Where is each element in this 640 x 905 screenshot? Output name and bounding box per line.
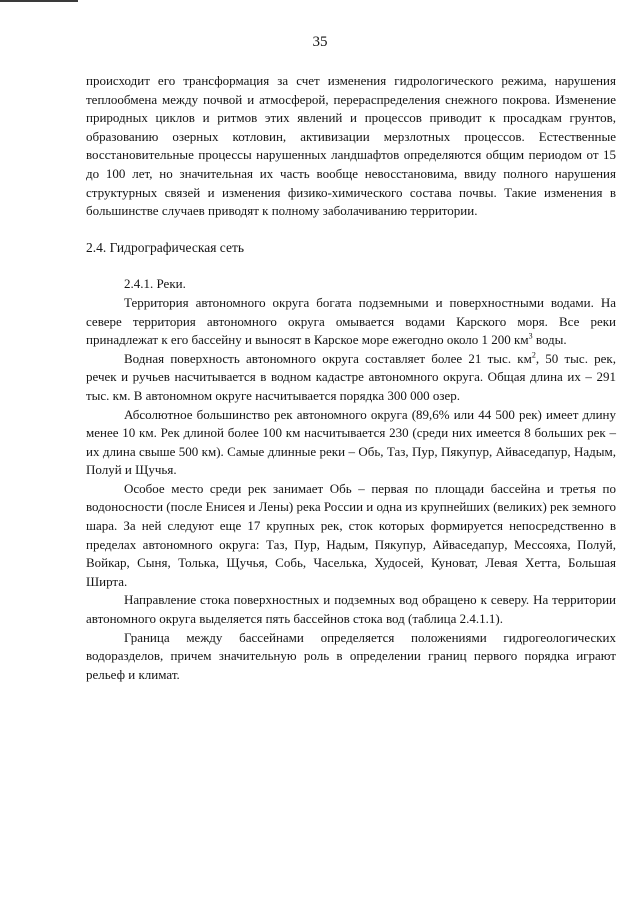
page-number: 35 xyxy=(312,34,328,50)
paragraph-ob-river: Особое место среди рек занимает Обь – первая по площади бассейна и третья по водоносности (после Енисея и Лены) река России и одна из крупнейших (великих) рек земного шара. За ней следуют еще 17 крупных рек, сток которых формируется непосредственно в пределах автономного округа: Таз, Пур, Надым, Пякупур, Айваседапур, Мессояха, Полуй, Войкар, Сыня, Толька, Щучья, Собь, Часелька, Худосей, Куноват, Левая Хетта, Большая Ширта. xyxy=(86,480,616,589)
paragraph-river-lengths: Абсолютное большинство рек автономного округа (89,6% или 44 500 рек) имеет длину менее 10 км. Рек длиной более 100 км насчитывается 230 (среди них имеется 8 больших рек – их длина свыше 500 км). Самые длинные реки – Обь, Таз, Пур, Пякупур, Айваседапур, Надым, Полуй и Щучья. xyxy=(86,406,616,478)
superscript-cubic: 3 xyxy=(528,331,533,341)
paragraph-territory-waters xyxy=(86,294,616,350)
paragraph-water-surface xyxy=(86,350,616,406)
paragraph-runoff-direction: Направление стока поверхностных и подземных вод обращено к северу. На территории автономного округа выделяется пять бассейнов стока вод (таблица 2.4.1.1). xyxy=(86,592,616,627)
corner-rule xyxy=(0,0,78,2)
paragraph-text-end: воды. xyxy=(532,332,567,348)
document-body xyxy=(86,72,616,684)
paragraph-basin-boundaries: Граница между бассейнами определяется положениями гидрогеологических водоразделов, причем значительную роль в определении границ первого порядка играют рельеф и климат. xyxy=(86,629,616,682)
section-heading: 2.4. Гидрографическая сеть xyxy=(86,239,245,255)
paragraph-continuation: происходит его трансформация за счет изменения гидрологического режима, нарушения теплообмена между почвой и атмосферой, перераспределения снежного покрова. Изменение природных циклов и ритмов этих явлений и процессов приводит к просадкам грунтов, образованию озерных котловин, активизации мерзлотных процессов. Естественные восстановительные процессы нарушенных ландшафтов определяются общим периодом от 15 до 100 лет, но значительная их часть вообще невосстановима, ввиду полного нарушения структурных связей и изменения физико-химического состава почвы. Такие изменения в большинстве случаев приводят к полному заболачиванию территории. xyxy=(86,73,616,219)
paragraph-text: Территория автономного округа богата подземными и поверхностными водами. На севере территория автономного округа омывается водами Карского моря. Все реки принадлежат к его бассейну и выносят в Карское море ежегодно около 1 200 км xyxy=(86,294,616,348)
subsection-heading: 2.4.1. Реки. xyxy=(124,276,186,292)
paragraph-text-end: , 50 тыс. рек, речек и ручьев насчитывается в водном кадастре автономного округа. Общая длина их – 291 тыс. км. В автономном округе насчитывается порядка 300 000 озер. xyxy=(86,350,616,403)
paragraph-text: Водная поверхность автономного округа составляет более 21 тыс. км xyxy=(124,350,532,366)
superscript-square: 2 xyxy=(531,350,536,360)
